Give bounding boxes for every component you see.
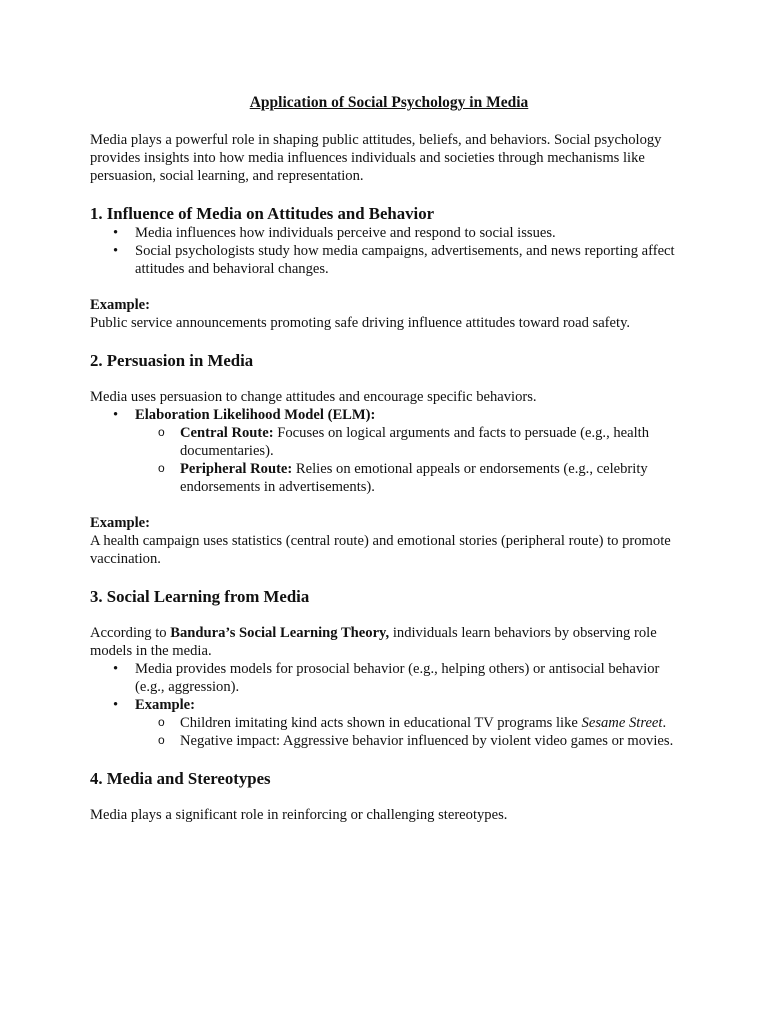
sub-list-item — [158, 424, 688, 460]
section3-intro — [90, 624, 688, 660]
sesame-street-title: Sesame Street — [581, 715, 663, 731]
sub-list-item — [158, 714, 688, 732]
intro-paragraph: Media plays a powerful role in shaping public attitudes, beliefs, and behaviors. Social psychology provides insights into how media influences individuals and societies through mechanisms like persuasion, social learning, and representation. — [90, 132, 662, 184]
bullet-icon: • — [113, 225, 119, 241]
sub-item-suffix: . — [662, 715, 667, 731]
list-item — [113, 406, 688, 496]
section3-intro-prefix: According to — [90, 625, 171, 641]
elm-label: Elaboration Likelihood Model (ELM): — [135, 407, 376, 423]
sub-bullet-icon: o — [158, 425, 165, 439]
elm-sub-list — [135, 424, 688, 496]
example-sub-list — [135, 714, 688, 750]
section1-example-label — [90, 296, 688, 314]
list-item-text: Media provides models for prosocial behavior (e.g., helping others) or antisocial behavior (e.g., aggression). — [135, 661, 660, 695]
peripheral-route-text: Relies on emotional appeals or endorsements (e.g., celebrity endorsements in advertisements). — [180, 461, 648, 495]
section1-heading: 1. Influence of Media on Attitudes and Behavior — [90, 204, 435, 223]
section4-intro: Media plays a significant role in reinforcing or challenging stereotypes. — [90, 807, 508, 823]
bullet-icon: • — [113, 661, 119, 677]
bullet-icon: • — [113, 697, 119, 713]
sub-list-item — [158, 460, 688, 496]
sub-bullet-icon: o — [158, 461, 165, 475]
section2-bullet-list — [90, 406, 688, 496]
sub-list-item — [158, 732, 688, 750]
section3-bullet-list — [90, 660, 688, 750]
example-label: Example: — [90, 297, 150, 313]
section2-intro: Media uses persuasion to change attitudes and encourage specific behaviors. — [90, 389, 537, 405]
section1-bullet-list — [90, 224, 688, 278]
bullet-icon: • — [113, 243, 119, 259]
bullet-icon: • — [113, 407, 119, 423]
section2-example-label — [90, 514, 688, 532]
section3-intro-suffix: individuals learn behaviors by observing role models in the media. — [90, 625, 657, 659]
list-item-text: Media influences how individuals perceive and respond to social issues. — [135, 225, 556, 241]
bandura-theory-label: Bandura’s Social Learning Theory, — [170, 625, 390, 641]
example-label: Example: — [90, 515, 150, 531]
list-item — [113, 660, 688, 696]
section1-example-text: Public service announcements promoting safe driving influence attitudes toward road safety. — [90, 315, 631, 331]
central-route-text: Focuses on logical arguments and facts to persuade (e.g., health documentaries). — [180, 425, 650, 459]
document-title: Application of Social Psychology in Media — [249, 94, 529, 111]
sub-bullet-icon: o — [158, 733, 165, 747]
document-page — [90, 94, 688, 824]
peripheral-route-label: Peripheral Route: — [180, 461, 293, 477]
central-route-label: Central Route: — [180, 425, 274, 441]
section2-heading: 2. Persuasion in Media — [90, 351, 254, 370]
list-item — [113, 224, 688, 242]
example-label: Example: — [135, 697, 195, 713]
sub-bullet-icon: o — [158, 715, 165, 729]
section3-heading: 3. Social Learning from Media — [90, 587, 310, 606]
sub-item-text: Negative impact: Aggressive behavior influenced by violent video games or movies. — [180, 733, 674, 749]
section2-example-text: A health campaign uses statistics (central route) and emotional stories (peripheral route) to promote vaccination. — [90, 533, 671, 567]
list-item — [113, 242, 688, 278]
list-item — [113, 696, 688, 750]
sub-item-prefix: Children imitating kind acts shown in educational TV programs like — [180, 715, 582, 731]
section4-heading: 4. Media and Stereotypes — [90, 769, 271, 788]
list-item-text: Social psychologists study how media campaigns, advertisements, and news reporting affect attitudes and behavioral changes. — [135, 243, 675, 277]
